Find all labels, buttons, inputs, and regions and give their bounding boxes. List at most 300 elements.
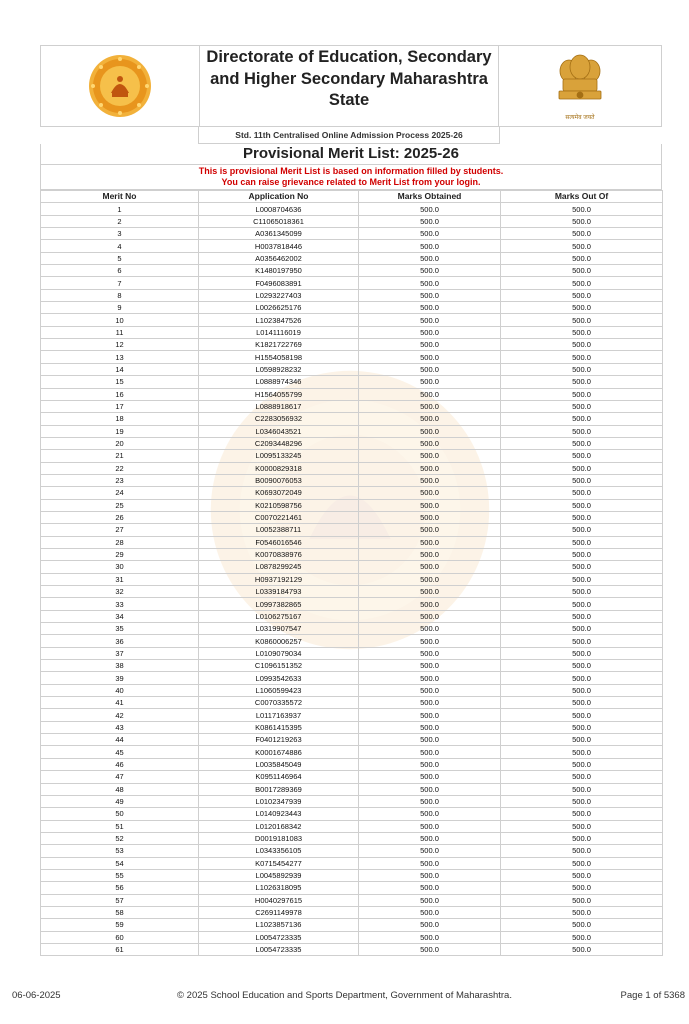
table-row (41, 808, 663, 820)
table-cell: 10 (41, 314, 199, 326)
table-cell: 500.0 (501, 906, 663, 918)
table-row (41, 474, 663, 486)
table-cell: L0120168342 (199, 820, 359, 832)
print-date: 06-06-2025 (12, 990, 61, 1001)
table-row (41, 376, 663, 388)
table-cell: 500.0 (501, 548, 663, 560)
table-cell: F0496083891 (199, 277, 359, 289)
table-cell: 57 (41, 894, 199, 906)
table-cell: 42 (41, 709, 199, 721)
table-row (41, 511, 663, 523)
table-cell: 500.0 (501, 869, 663, 881)
table-cell: K0715454277 (199, 857, 359, 869)
table-cell: 22 (41, 462, 199, 474)
table-cell: K0951146964 (199, 771, 359, 783)
table-cell: L0997382865 (199, 598, 359, 610)
table-cell: 500.0 (501, 734, 663, 746)
merit-list-title: Provisional Merit List: 2025-26 (40, 144, 662, 165)
table-cell: 500.0 (501, 450, 663, 462)
table-cell: 500.0 (359, 314, 501, 326)
table-cell: 2 (41, 215, 199, 227)
page-number: Page 1 of 5368 (620, 990, 685, 1001)
table-cell: L0035845049 (199, 758, 359, 770)
table-cell: 500.0 (359, 635, 501, 647)
directorate-title (199, 46, 499, 126)
table-cell: 32 (41, 586, 199, 598)
table-cell: 500.0 (359, 437, 501, 449)
table-row (41, 339, 663, 351)
table-cell: 53 (41, 845, 199, 857)
table-row (41, 943, 663, 955)
table-cell: 500.0 (359, 869, 501, 881)
table-cell: 500.0 (359, 302, 501, 314)
table-cell: 500.0 (359, 339, 501, 351)
table-cell: L1060599423 (199, 684, 359, 696)
table-cell: 23 (41, 474, 199, 486)
table-cell: 500.0 (359, 943, 501, 955)
table-cell: 500.0 (501, 783, 663, 795)
table-row (41, 857, 663, 869)
table-cell: 29 (41, 548, 199, 560)
table-row (41, 450, 663, 462)
table-cell: 55 (41, 869, 199, 881)
table-cell: 500.0 (501, 289, 663, 301)
table-cell: L0054723335 (199, 931, 359, 943)
table-row (41, 931, 663, 943)
table-cell: 500.0 (359, 548, 501, 560)
table-cell: K0070838976 (199, 548, 359, 560)
table-cell: 500.0 (501, 203, 663, 215)
table-cell: 500.0 (501, 474, 663, 486)
table-cell: L0045892939 (199, 869, 359, 881)
table-cell: 11 (41, 326, 199, 338)
table-cell: L0343356105 (199, 845, 359, 857)
table-cell: H0937192129 (199, 573, 359, 585)
table-cell: 500.0 (359, 906, 501, 918)
table-cell: 25 (41, 499, 199, 511)
table-row (41, 635, 663, 647)
table-cell: 500.0 (501, 808, 663, 820)
table-cell: 56 (41, 882, 199, 894)
table-cell: 500.0 (501, 302, 663, 314)
table-cell: 500.0 (501, 265, 663, 277)
column-header: Marks Out Of (501, 191, 663, 203)
table-row (41, 598, 663, 610)
table-cell: 500.0 (359, 882, 501, 894)
table-cell: L0141116019 (199, 326, 359, 338)
table-row (41, 783, 663, 795)
table-cell: 28 (41, 536, 199, 548)
table-cell: 19 (41, 425, 199, 437)
table-row (41, 499, 663, 511)
table-row (41, 845, 663, 857)
table-cell: 500.0 (501, 240, 663, 252)
table-cell: 40 (41, 684, 199, 696)
table-cell: 500.0 (359, 376, 501, 388)
table-row (41, 487, 663, 499)
table-cell: K0861415395 (199, 721, 359, 733)
table-cell: 58 (41, 906, 199, 918)
table-cell: 500.0 (501, 598, 663, 610)
table-cell: 500.0 (501, 758, 663, 770)
table-cell: 500.0 (359, 721, 501, 733)
table-cell: L0109079034 (199, 647, 359, 659)
table-cell: L0026625176 (199, 302, 359, 314)
national-emblem-logo (499, 46, 661, 126)
table-cell: C0070221461 (199, 511, 359, 523)
table-cell: 5 (41, 252, 199, 264)
table-cell: 500.0 (359, 598, 501, 610)
table-body (41, 203, 663, 956)
document-header (40, 45, 662, 127)
table-row (41, 882, 663, 894)
table-cell: 48 (41, 783, 199, 795)
table-row (41, 548, 663, 560)
table-cell: 500.0 (359, 277, 501, 289)
table-cell: 17 (41, 400, 199, 412)
table-cell: 13 (41, 351, 199, 363)
table-row (41, 709, 663, 721)
table-cell: K0001674886 (199, 746, 359, 758)
title-line-1: Directorate of Education, Secondary (206, 48, 492, 66)
table-cell: L1026318095 (199, 882, 359, 894)
table-cell: C2093448296 (199, 437, 359, 449)
table-cell: H0040297615 (199, 894, 359, 906)
column-header: Application No (199, 191, 359, 203)
table-row (41, 906, 663, 918)
table-row (41, 894, 663, 906)
table-cell: 500.0 (501, 610, 663, 622)
table-cell: 61 (41, 943, 199, 955)
table-row (41, 265, 663, 277)
table-cell: 500.0 (359, 672, 501, 684)
table-cell: 500.0 (501, 376, 663, 388)
table-cell: 500.0 (501, 573, 663, 585)
table-row (41, 869, 663, 881)
table-header-row (41, 191, 663, 203)
table-cell: H0037818446 (199, 240, 359, 252)
table-cell: 38 (41, 660, 199, 672)
table-cell: 500.0 (501, 931, 663, 943)
table-cell: 500.0 (359, 795, 501, 807)
table-cell: 43 (41, 721, 199, 733)
table-cell: 500.0 (359, 425, 501, 437)
table-cell: 500.0 (359, 820, 501, 832)
table-row (41, 228, 663, 240)
table-cell: 500.0 (501, 795, 663, 807)
table-cell: L0293227403 (199, 289, 359, 301)
table-cell: 500.0 (359, 709, 501, 721)
table-row (41, 820, 663, 832)
table-cell: 500.0 (359, 647, 501, 659)
table-cell: 27 (41, 524, 199, 536)
table-cell: K0693072049 (199, 487, 359, 499)
table-row (41, 314, 663, 326)
table-cell: 500.0 (501, 277, 663, 289)
table-cell: 500.0 (359, 215, 501, 227)
table-cell: 50 (41, 808, 199, 820)
table-cell: 500.0 (501, 919, 663, 931)
table-cell: H1564055799 (199, 388, 359, 400)
table-cell: 500.0 (501, 351, 663, 363)
table-cell: 33 (41, 598, 199, 610)
table-cell: A0356462002 (199, 252, 359, 264)
table-cell: 16 (41, 388, 199, 400)
table-cell: 51 (41, 820, 199, 832)
table-cell: 500.0 (359, 228, 501, 240)
table-cell: 36 (41, 635, 199, 647)
table-cell: L0008704636 (199, 203, 359, 215)
table-cell: 500.0 (501, 845, 663, 857)
table-cell: K0000829318 (199, 462, 359, 474)
table-cell: 20 (41, 437, 199, 449)
table-cell: 21 (41, 450, 199, 462)
table-cell: C2283056932 (199, 413, 359, 425)
table-cell: 500.0 (359, 746, 501, 758)
notice-line-1: This is provisional Merit List is based on information filled by students. (198, 166, 504, 176)
table-cell: 500.0 (359, 845, 501, 857)
table-cell: 500.0 (359, 610, 501, 622)
table-cell: 500.0 (501, 771, 663, 783)
table-cell: 1 (41, 203, 199, 215)
table-cell: 500.0 (501, 746, 663, 758)
table-cell: 500.0 (501, 561, 663, 573)
table-cell: 500.0 (359, 783, 501, 795)
table-cell: 500.0 (501, 413, 663, 425)
table-cell: 31 (41, 573, 199, 585)
table-cell: B0017289369 (199, 783, 359, 795)
table-cell: L0319907547 (199, 623, 359, 635)
table-row (41, 586, 663, 598)
table-cell: L0095133245 (199, 450, 359, 462)
table-row (41, 437, 663, 449)
table-cell: F0401219263 (199, 734, 359, 746)
table-cell: 500.0 (359, 462, 501, 474)
table-cell: 500.0 (359, 857, 501, 869)
table-cell: 44 (41, 734, 199, 746)
table-cell: 500.0 (501, 586, 663, 598)
table-cell: C1096151352 (199, 660, 359, 672)
table-cell: 500.0 (501, 228, 663, 240)
table-cell: C0070335572 (199, 697, 359, 709)
table-cell: 500.0 (359, 697, 501, 709)
table-cell: L0346043521 (199, 425, 359, 437)
provisional-notice (40, 165, 662, 190)
table-cell: L1023857136 (199, 919, 359, 931)
notice-line-2: You can raise grievance related to Merit List from your login. (221, 176, 481, 187)
table-cell: L0102347939 (199, 795, 359, 807)
table-cell: 500.0 (501, 820, 663, 832)
table-cell: 500.0 (501, 388, 663, 400)
table-cell: 41 (41, 697, 199, 709)
table-cell: L0054723335 (199, 943, 359, 955)
table-row (41, 684, 663, 696)
table-row (41, 832, 663, 844)
table-row (41, 462, 663, 474)
table-cell: L0052388711 (199, 524, 359, 536)
table-row (41, 561, 663, 573)
table-cell: A0361345099 (199, 228, 359, 240)
table-cell: 37 (41, 647, 199, 659)
table-cell: 500.0 (501, 943, 663, 955)
table-cell: 500.0 (501, 709, 663, 721)
table-cell: 500.0 (501, 314, 663, 326)
table-cell: 500.0 (501, 536, 663, 548)
table-row (41, 326, 663, 338)
table-cell: K1821722769 (199, 339, 359, 351)
table-cell: 500.0 (501, 400, 663, 412)
table-cell: 59 (41, 919, 199, 931)
table-cell: 500.0 (359, 326, 501, 338)
table-cell: 500.0 (359, 474, 501, 486)
table-cell: 500.0 (501, 623, 663, 635)
table-row (41, 425, 663, 437)
table-cell: 500.0 (501, 832, 663, 844)
table-row (41, 697, 663, 709)
table-cell: 500.0 (359, 524, 501, 536)
table-cell: 500.0 (501, 499, 663, 511)
table-cell: 500.0 (501, 215, 663, 227)
table-cell: 500.0 (501, 511, 663, 523)
merit-list-sheet (40, 45, 662, 956)
table-cell: L0598928232 (199, 363, 359, 375)
table-cell: 500.0 (359, 511, 501, 523)
table-cell: 12 (41, 339, 199, 351)
table-cell: 18 (41, 413, 199, 425)
table-cell: 14 (41, 363, 199, 375)
maharashtra-seal-logo (41, 46, 199, 126)
table-cell: 500.0 (359, 919, 501, 931)
table-cell: 500.0 (359, 931, 501, 943)
table-cell: 46 (41, 758, 199, 770)
table-row (41, 795, 663, 807)
table-cell: 500.0 (359, 351, 501, 363)
table-cell: C11065018361 (199, 215, 359, 227)
table-cell: 500.0 (501, 894, 663, 906)
table-cell: D0019181083 (199, 832, 359, 844)
table-cell: 500.0 (359, 660, 501, 672)
table-cell: 500.0 (501, 437, 663, 449)
table-cell: 500.0 (359, 265, 501, 277)
table-cell: 500.0 (359, 894, 501, 906)
table-row (41, 413, 663, 425)
table-row (41, 277, 663, 289)
table-row (41, 610, 663, 622)
table-cell: 500.0 (359, 450, 501, 462)
table-cell: 500.0 (359, 623, 501, 635)
table-cell: 49 (41, 795, 199, 807)
table-row (41, 289, 663, 301)
table-row (41, 388, 663, 400)
table-cell: 26 (41, 511, 199, 523)
table-cell: 500.0 (501, 697, 663, 709)
table-cell: B0090076053 (199, 474, 359, 486)
table-row (41, 573, 663, 585)
table-cell: 500.0 (359, 561, 501, 573)
table-cell: 30 (41, 561, 199, 573)
table-cell: 3 (41, 228, 199, 240)
table-row (41, 721, 663, 733)
table-cell: L1023847526 (199, 314, 359, 326)
table-row (41, 647, 663, 659)
table-cell: 500.0 (359, 771, 501, 783)
table-cell: 500.0 (359, 586, 501, 598)
title-line-3: State (328, 91, 370, 109)
table-cell: L0106275167 (199, 610, 359, 622)
table-cell: 54 (41, 857, 199, 869)
table-cell: 24 (41, 487, 199, 499)
table-cell: L0339184793 (199, 586, 359, 598)
table-cell: K0860006257 (199, 635, 359, 647)
seal-icon (87, 53, 153, 119)
admission-process-subtitle: Std. 11th Centralised Online Admission Process 2025-26 (198, 127, 500, 144)
table-cell: 500.0 (359, 573, 501, 585)
table-cell: K0210598756 (199, 499, 359, 511)
table-cell: 500.0 (501, 882, 663, 894)
table-cell: 500.0 (359, 487, 501, 499)
column-header: Marks Obtained (359, 191, 501, 203)
title-line-2: and Higher Secondary Maharashtra (210, 69, 488, 88)
table-cell: K1480197950 (199, 265, 359, 277)
table-cell: L0117163937 (199, 709, 359, 721)
table-cell: H1554058198 (199, 351, 359, 363)
table-cell: 500.0 (359, 536, 501, 548)
table-cell: 500.0 (359, 758, 501, 770)
table-cell: 39 (41, 672, 199, 684)
table-cell: 60 (41, 931, 199, 943)
table-cell: 500.0 (501, 487, 663, 499)
table-cell: 500.0 (501, 524, 663, 536)
table-row (41, 524, 663, 536)
table-cell: 15 (41, 376, 199, 388)
copyright-text: © 2025 School Education and Sports Department, Government of Maharashtra. (177, 990, 512, 1001)
table-row (41, 215, 663, 227)
table-cell: F0546016546 (199, 536, 359, 548)
table-cell: 500.0 (501, 425, 663, 437)
table-row (41, 536, 663, 548)
table-cell: 500.0 (501, 672, 663, 684)
table-cell: L0888974346 (199, 376, 359, 388)
table-row (41, 240, 663, 252)
table-cell: 500.0 (501, 660, 663, 672)
column-header: Merit No (41, 191, 199, 203)
table-cell: 500.0 (359, 832, 501, 844)
table-cell: 500.0 (501, 857, 663, 869)
table-cell: 500.0 (501, 363, 663, 375)
table-cell: 45 (41, 746, 199, 758)
table-cell: 8 (41, 289, 199, 301)
table-cell: 500.0 (359, 252, 501, 264)
table-cell: 500.0 (359, 499, 501, 511)
table-cell: C2691149978 (199, 906, 359, 918)
table-cell: 52 (41, 832, 199, 844)
table-cell: 500.0 (501, 647, 663, 659)
table-cell: 500.0 (501, 721, 663, 733)
emblem-motto: सत्यमेव जयते (565, 115, 595, 121)
table-cell: 500.0 (359, 684, 501, 696)
table-cell: L0878299245 (199, 561, 359, 573)
table-row (41, 363, 663, 375)
table-cell: 7 (41, 277, 199, 289)
table-cell: 500.0 (359, 734, 501, 746)
table-cell: 500.0 (359, 203, 501, 215)
table-row (41, 660, 663, 672)
table-cell: 500.0 (359, 240, 501, 252)
table-row (41, 400, 663, 412)
table-cell: 500.0 (359, 289, 501, 301)
table-cell: 500.0 (501, 339, 663, 351)
table-cell: 500.0 (501, 635, 663, 647)
